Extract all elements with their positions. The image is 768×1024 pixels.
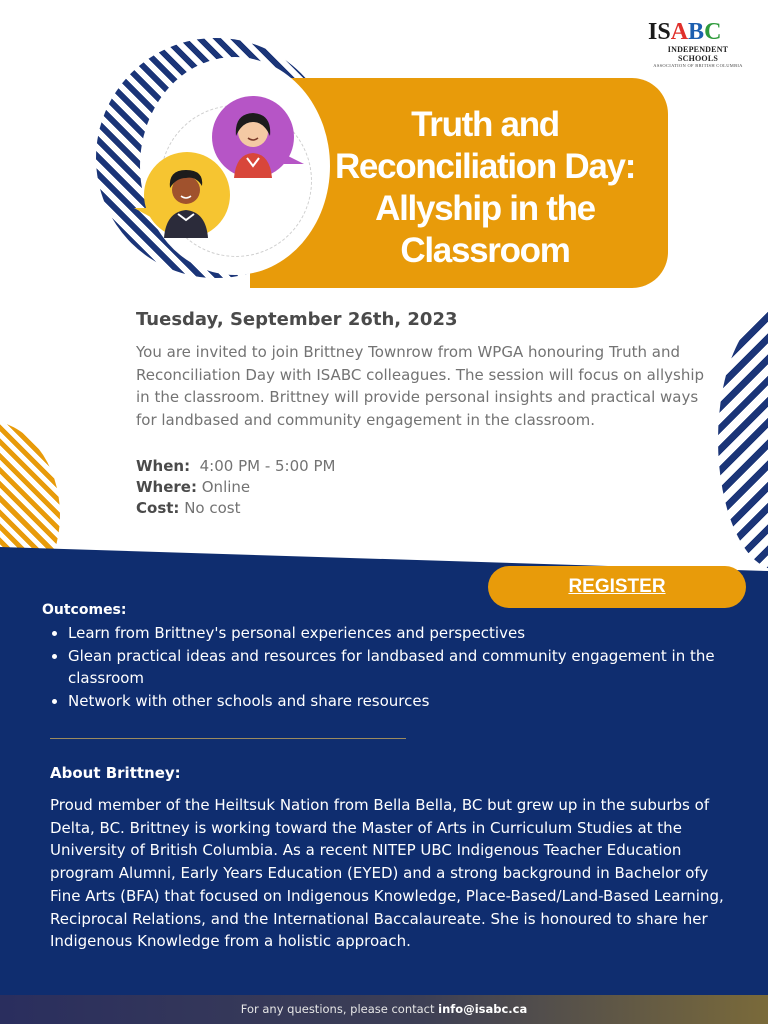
outcomes-heading: Outcomes: bbox=[42, 602, 127, 618]
event-date: Tuesday, September 26th, 2023 bbox=[136, 309, 458, 330]
event-title: Truth and Reconciliation Day: Allyship in the Classroom bbox=[334, 105, 636, 270]
logo-subtitle-small: ASSOCIATION OF BRITISH COLUMBIA bbox=[653, 63, 743, 68]
logo-letter-a: A bbox=[670, 19, 689, 45]
man-avatar-icon bbox=[144, 152, 230, 238]
register-button[interactable]: REGISTER bbox=[488, 566, 746, 608]
cost-label: Cost: bbox=[136, 499, 180, 517]
logo-letter-s: S bbox=[657, 19, 671, 45]
contact-email-link[interactable]: info@isabc.ca bbox=[438, 1002, 528, 1016]
outcome-item: • Learn from Brittney's personal experiences and perspectives bbox=[68, 622, 748, 644]
detail-where bbox=[136, 477, 335, 498]
event-details bbox=[136, 456, 335, 519]
isabc-logo bbox=[648, 19, 748, 68]
footer-contact bbox=[0, 1002, 768, 1016]
decorative-stripe-right bbox=[718, 310, 768, 570]
where-label: Where: bbox=[136, 478, 197, 496]
detail-cost bbox=[136, 498, 335, 519]
outcomes-list bbox=[50, 622, 748, 713]
event-intro: You are invited to join Brittney Townrow from WPGA honouring Truth and Reconciliation Day with ISABC colleagues. The session will focus on allyship in the classroom. Brittney will provide personal insights and practical ways for landbased and community engagement in the classroom. bbox=[136, 343, 705, 429]
logo-subtitle: INDEPENDENT SCHOOLS bbox=[667, 45, 729, 63]
logo-letters bbox=[648, 20, 748, 44]
detail-when bbox=[136, 456, 335, 477]
logo-letter-c: C bbox=[704, 19, 722, 45]
section-divider bbox=[50, 738, 406, 739]
logo-letter-b: B bbox=[688, 19, 705, 45]
footer-text: For any questions, please contact bbox=[240, 1002, 439, 1016]
about-heading: About Brittney: bbox=[50, 764, 181, 782]
where-value: Online bbox=[201, 478, 251, 496]
outcome-item: • Glean practical ideas and resources for landbased and community engagement in the classroom bbox=[68, 645, 748, 689]
cost-value: No cost bbox=[184, 499, 241, 517]
outcome-item: • Network with other schools and share resources bbox=[68, 690, 748, 712]
when-label: When: bbox=[136, 457, 191, 475]
logo-letter-i: I bbox=[648, 19, 658, 45]
about-text: Proud member of the Heiltsuk Nation from Bella Bella, BC but grew up in the suburbs of Delta, BC. Brittney is working toward the Master of Arts in Curriculum Studies at the University of British Columbia. As a recent NITEP UBC Indigenous Teacher Education program Alumni, Early Years Education (EYED) and a strong background in Bachelor ofy Fine Arts (BFA) that focused on Indigenous Knowledge, Place-Based/Land-Based Learning, Reciprocal Relations, and the International Baccalaureate. She is honoured to share her Indigenous Knowledge from a holistic approach. bbox=[50, 796, 724, 951]
when-value: 4:00 PM - 5:00 PM bbox=[199, 457, 336, 475]
